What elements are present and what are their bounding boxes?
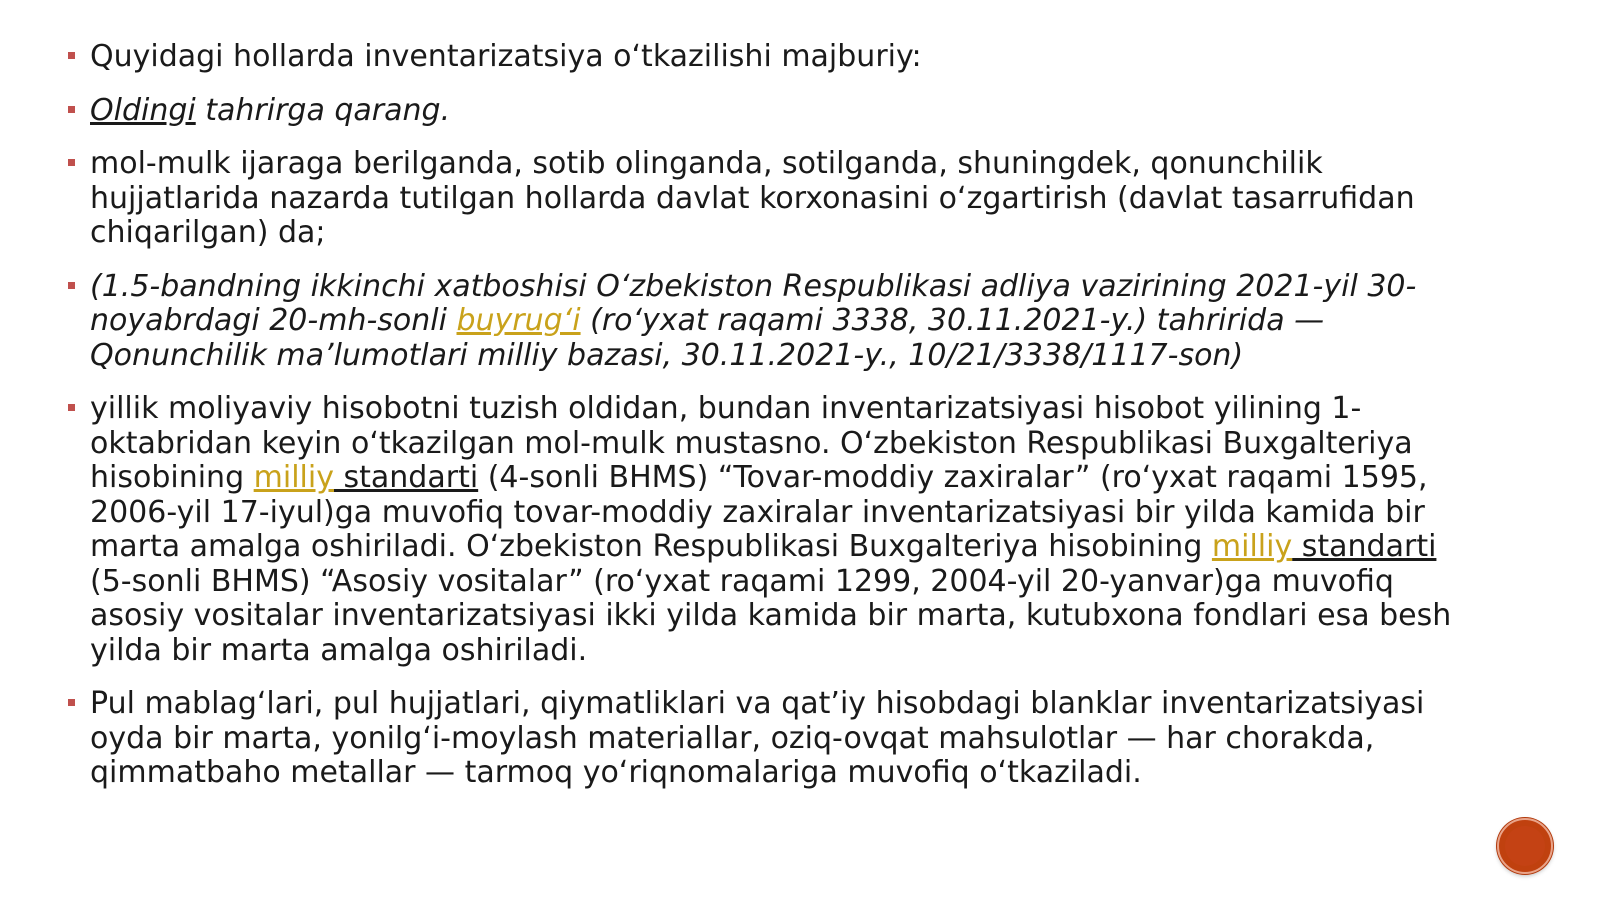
bullet-item: [66, 94, 1486, 129]
order-link[interactable]: buyrug‘i: [456, 303, 581, 338]
bullet-text: tahrirga qarang.: [195, 92, 451, 128]
bullet-marker-icon: [68, 106, 75, 113]
bullet-text: (5-sonli BHMS) “Asosiy vositalar” (ro‘yxat raqami 1299, 2004-yil 20-yanvar)ga muvofiq asosiy vositalar inventarizatsiyasi ikki yilda kamida bir marta, kutubxona fondlari esa besh yilda bir marta amalga oshiriladi.: [90, 563, 1452, 668]
bullet-text: Quyidagi hollarda inventarizatsiya o‘tkazilishi majburiy:: [90, 39, 922, 74]
bullet-text: Pul mablag‘lari, pul hujjatlari, qiymatliklari va qat’iy hisobdagi blanklar inventarizatsiyasi oyda bir marta, yonilg‘i-moylash materiallar, oziq-ovqat mahsulotlar — har chorakda, qimmatbaho metallar — tarmoq yo‘riqnomalariga muvofiq o‘tkaziladi.: [90, 686, 1425, 790]
bullet-text: (1.5-bandning ikkinchi xatboshisi O‘zbekiston Respublikasi adliya vazirining 2021-yil 30-noyabrdagi 20-mh-sonli: [90, 268, 1417, 338]
bullet-item: [66, 147, 1486, 251]
national-standard-link[interactable]: milliy: [1211, 529, 1293, 564]
bullet-marker-icon: [68, 282, 75, 289]
bullet-text: mol-mulk ijaraga berilganda, sotib olinganda, sotilganda, shuningdek, qonunchilik hujjatlarida nazarda tutilgan hollarda davlat korxonasini o‘zgartirish (davlat tasarrufidan chiqarilgan) da;: [90, 146, 1415, 250]
bullet-text: (4-sonli BHMS) “Tovar-moddiy zaxiralar” (ro‘yxat raqami 1595, 2006-yil 17-iyul)ga muvofiq tovar-moddiy zaxiralar inventarizatsiyasi bir yilda kamida bir marta amalga oshiriladi. O‘zbekiston Respublikasi Buxgalteriya hisobining: [90, 460, 1428, 564]
bullet-marker-icon: [68, 404, 75, 411]
bullet-item: [66, 40, 1486, 75]
standard-link[interactable]: standarti: [333, 460, 479, 495]
bullet-text: (ro‘yxat raqami 3338, 30.11.2021-y.) tahririda — Qonunchilik ma’lumotlari milliy bazasi, 30.11.2021-y., 10/21/3338/1117-son): [90, 303, 1325, 373]
next-slide-button[interactable]: [1497, 818, 1553, 874]
bullet-item: [66, 392, 1486, 668]
bullet-item: [66, 270, 1486, 374]
bullet-marker-icon: [68, 52, 75, 59]
bullet-marker-icon: [68, 699, 75, 706]
standard-link[interactable]: standarti: [1292, 529, 1437, 564]
previous-edition-link[interactable]: Oldingi: [90, 92, 196, 128]
circle-icon: [1505, 826, 1545, 866]
bullet-item: [66, 687, 1486, 791]
bullet-marker-icon: [68, 159, 75, 166]
bullet-text: yillik moliyaviy hisobotni tuzish oldidan, bundan inventarizatsiyasi hisobot yilining 1-oktabridan keyin o‘tkazilgan mol-mulk mustasno. O‘zbekiston Respublikasi Buxgalteriya hisobining: [90, 391, 1413, 495]
bullet-list: [66, 40, 1486, 791]
national-standard-link[interactable]: milliy: [253, 460, 334, 495]
